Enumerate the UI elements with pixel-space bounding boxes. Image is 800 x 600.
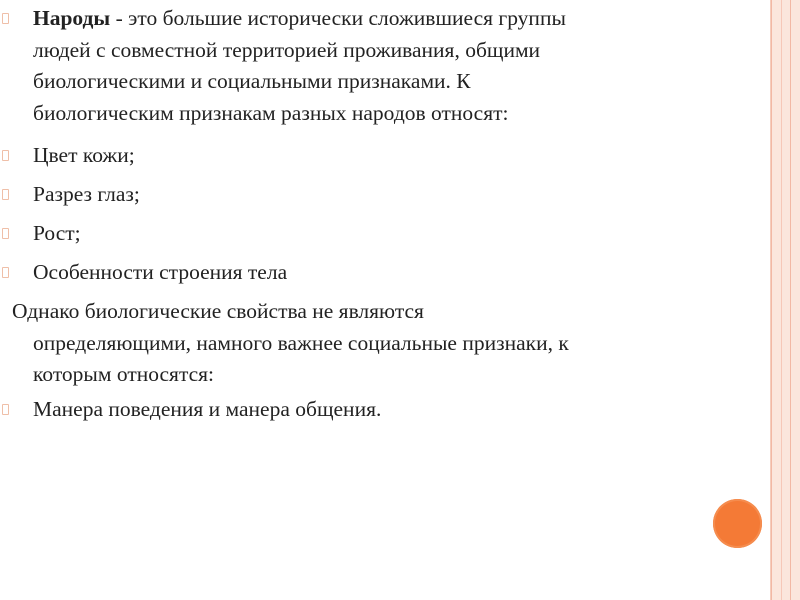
- square-bullet-icon: [0, 147, 12, 163]
- square-bullet-icon: [0, 186, 12, 202]
- square-bullet-icon: [0, 225, 12, 241]
- square-bullet-icon: [0, 264, 12, 280]
- intro-line-3: биологическими и социальными признаками. К: [33, 69, 471, 93]
- list-item-body-structure: Особенности строения тела: [33, 260, 288, 284]
- list-item: [12, 218, 717, 250]
- note-paragraph: [12, 296, 717, 391]
- edge-line: [771, 0, 772, 600]
- orange-circle-icon: [713, 499, 762, 548]
- list-item-height: Рост;: [33, 221, 81, 245]
- term-peoples: Народы: [33, 6, 111, 30]
- list-item: [12, 140, 717, 172]
- square-bullet-icon: [0, 10, 12, 26]
- intro-line-1-text: - это большие исторически сложившиеся группы: [110, 6, 566, 30]
- edge-line: [781, 0, 782, 600]
- list-item: [12, 394, 717, 426]
- list-item-skin-color: Цвет кожи;: [33, 143, 135, 167]
- intro-line-1: [12, 3, 717, 35]
- list-item-eye-shape: Разрез глаз;: [33, 182, 140, 206]
- note-line-1: Однако биологические свойства не являются: [12, 299, 424, 323]
- edge-line: [790, 0, 791, 600]
- note-line-3: которым относятся:: [33, 362, 215, 386]
- note-line-2: определяющими, намного важнее социальные признаки, к: [33, 330, 569, 355]
- intro-paragraph: [12, 3, 717, 129]
- list-item-behavior: Манера поведения и манера общения.: [33, 397, 382, 421]
- intro-line-4: биологическим признакам разных народов относят:: [33, 100, 509, 125]
- intro-line-2: людей с совместной территорией проживания, общими: [33, 37, 541, 62]
- list-item: [12, 179, 717, 211]
- list-item: [12, 257, 717, 289]
- square-bullet-icon: [0, 401, 12, 417]
